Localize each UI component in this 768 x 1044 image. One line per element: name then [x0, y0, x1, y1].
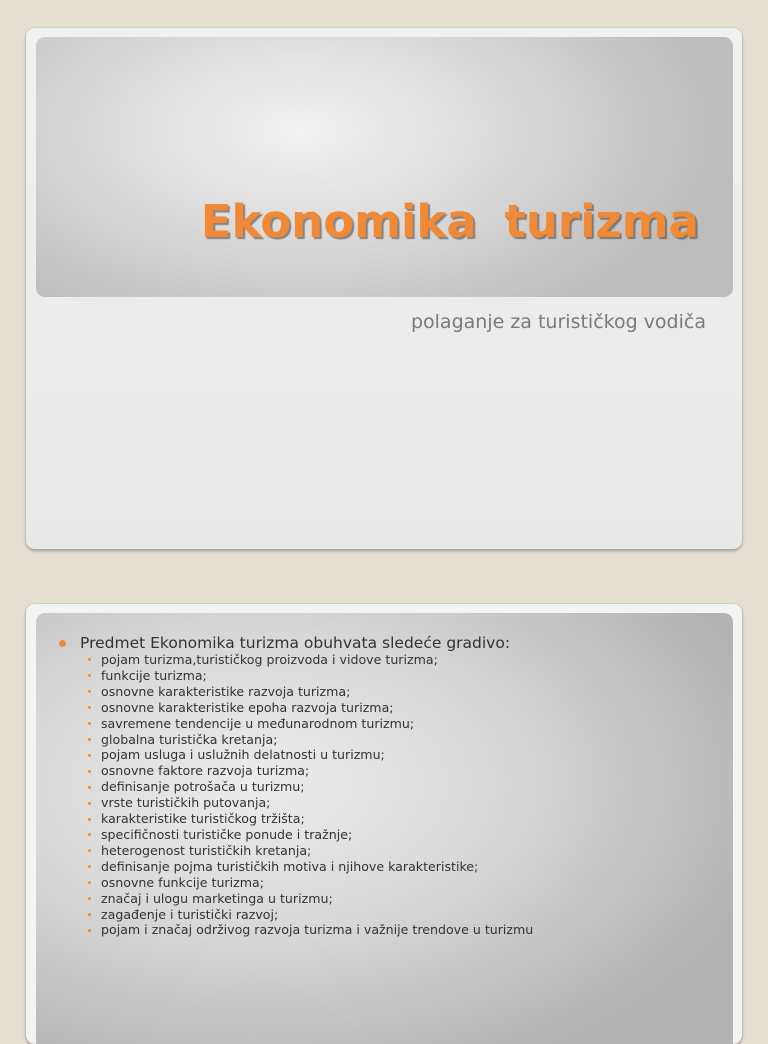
list-item [88, 811, 533, 827]
list-item [88, 684, 533, 700]
list-item-text: zagađenje i turistički razvoj; [101, 906, 279, 922]
content-panel [36, 613, 733, 1044]
list-item-text: osnovne faktore razvoja turizma; [101, 763, 310, 779]
list-item [88, 827, 533, 843]
sub-bullet-dot-icon [88, 897, 91, 900]
list-item-text: karakteristike turističkog tržišta; [101, 811, 305, 827]
sub-bullet-dot-icon [88, 849, 91, 852]
list-item [88, 763, 533, 779]
title-slide [26, 28, 742, 549]
list-item [88, 732, 533, 748]
list-item-text: osnovne karakteristike razvoja turizma; [101, 683, 351, 699]
bullet-dot-icon [59, 640, 66, 647]
sub-bullet-dot-icon [88, 881, 91, 884]
sub-bullet-dot-icon [88, 770, 91, 773]
slide-title: Ekonomika turizma [200, 195, 699, 248]
list-item-text: osnovne funkcije turizma; [101, 874, 264, 890]
list-item [88, 716, 533, 732]
list-item-text: vrste turističkih putovanja; [101, 795, 271, 811]
list-item [88, 922, 533, 938]
title-banner [36, 37, 733, 297]
list-item [88, 891, 533, 907]
list-item [88, 843, 533, 859]
list-item [88, 907, 533, 923]
sub-bullet-dot-icon [88, 929, 91, 932]
sub-bullet-dot-icon [88, 913, 91, 916]
list-item [88, 779, 533, 795]
slide-subtitle: polaganje za turističkog vodiča [410, 311, 706, 333]
list-item [88, 747, 533, 763]
sub-bullet-list [88, 652, 533, 938]
list-item [88, 795, 533, 811]
sub-bullet-dot-icon [88, 833, 91, 836]
list-item-text: pojam usluga i uslužnih delatnosti u turizmu; [101, 747, 385, 763]
list-item [88, 668, 533, 684]
sub-bullet-dot-icon [88, 786, 91, 789]
main-bullet-text: Predmet Ekonomika turizma obuhvata sledeće gradivo: [80, 634, 511, 652]
list-item-text: pojam i značaj održivog razvoja turizma i važnije trendove u turizmu [101, 922, 534, 938]
sub-bullet-dot-icon [88, 802, 91, 805]
list-item-text: osnovne karakteristike epoha razvoja turizma; [101, 699, 394, 715]
list-item [88, 652, 533, 668]
sub-bullet-dot-icon [88, 658, 91, 661]
sub-bullet-dot-icon [88, 738, 91, 741]
list-item-text: značaj i ulogu marketinga u turizmu; [101, 890, 333, 906]
list-item-text: savremene tendencije u međunarodnom turizmu; [101, 715, 415, 731]
sub-bullet-dot-icon [88, 674, 91, 677]
list-item-text: heterogenost turističkih kretanja; [101, 842, 312, 858]
main-bullet [59, 634, 510, 652]
list-item [88, 859, 533, 875]
sub-bullet-dot-icon [88, 722, 91, 725]
sub-bullet-dot-icon [88, 706, 91, 709]
list-item [88, 700, 533, 716]
list-item-text: globalna turistička kretanja; [101, 731, 278, 747]
list-item-text: definisanje pojma turističkih motiva i njihove karakteristike; [101, 858, 479, 874]
list-item-text: specifičnosti turističke ponude i tražnje; [101, 826, 353, 842]
list-item-text: funkcije turizma; [101, 667, 207, 683]
sub-bullet-dot-icon [88, 690, 91, 693]
list-item [88, 875, 533, 891]
list-item-text: definisanje potrošača u turizmu; [101, 779, 305, 795]
sub-bullet-dot-icon [88, 754, 91, 757]
list-item-text: pojam turizma,turističkog proizvoda i vidove turizma; [101, 652, 438, 667]
sub-bullet-dot-icon [88, 818, 91, 821]
sub-bullet-dot-icon [88, 865, 91, 868]
content-slide [26, 604, 742, 1044]
